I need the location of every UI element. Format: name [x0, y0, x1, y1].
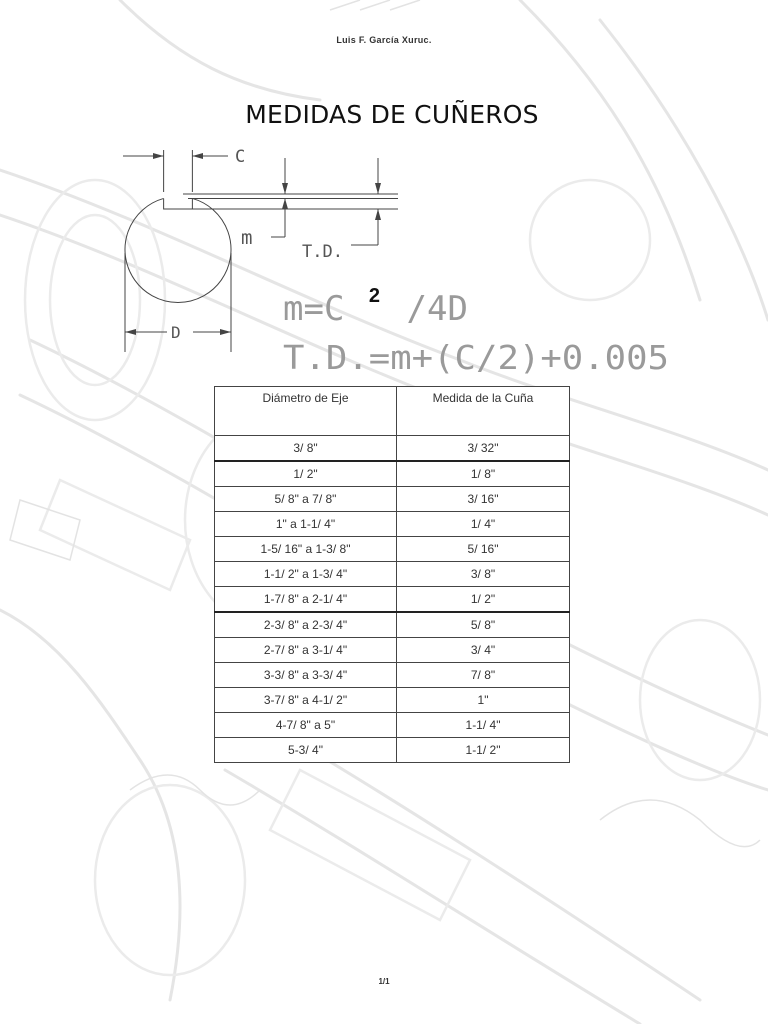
cell-shaft-diameter: 1-7/ 8" a 2-1/ 4"	[215, 587, 397, 613]
formula-m-lead: m=C	[283, 289, 345, 329]
table-row	[215, 587, 570, 613]
cell-key-size: 1/ 8"	[397, 461, 570, 487]
m-arrowhead-top	[282, 183, 288, 194]
formula-m	[283, 271, 468, 329]
table-row	[215, 738, 570, 763]
cell-key-size: 5/ 16"	[397, 537, 570, 562]
label-m: m	[241, 227, 253, 249]
c-arrowhead-left	[153, 153, 164, 159]
td-arrowhead-bottom	[375, 209, 381, 220]
table-row	[215, 638, 570, 663]
table-header-row	[215, 387, 570, 436]
m-arrowhead-bottom	[282, 198, 288, 209]
header-shaft-diameter: Diámetro de Eje	[215, 387, 397, 436]
cell-key-size: 1"	[397, 688, 570, 713]
cell-shaft-diameter: 3-7/ 8" a 4-1/ 2"	[215, 688, 397, 713]
table-row	[215, 537, 570, 562]
table-row	[215, 612, 570, 638]
table-row	[215, 713, 570, 738]
cell-shaft-diameter: 1-5/ 16" a 1-3/ 8"	[215, 537, 397, 562]
table-row	[215, 663, 570, 688]
table-row	[215, 562, 570, 587]
keyway-slot	[164, 198, 193, 209]
c-arrowhead-right	[192, 153, 203, 159]
label-d: D	[171, 323, 181, 342]
formula-m-exponent: 2	[368, 285, 381, 307]
table-row	[215, 512, 570, 537]
label-c: C	[235, 147, 246, 167]
cell-key-size: 1-1/ 4"	[397, 713, 570, 738]
keyway-size-table	[214, 386, 570, 763]
author-line: Luis F. García Xuruc.	[336, 35, 432, 45]
cell-shaft-diameter: 1-1/ 2" a 1-3/ 4"	[215, 562, 397, 587]
formula-td: T.D.=m+(C/2)+0.005	[283, 338, 669, 377]
cell-shaft-diameter: 1/ 2"	[215, 461, 397, 487]
cell-shaft-diameter: 5-3/ 4"	[215, 738, 397, 763]
cell-key-size: 7/ 8"	[397, 663, 570, 688]
cell-key-size: 3/ 16"	[397, 487, 570, 512]
table-row	[215, 461, 570, 487]
cell-key-size: 3/ 4"	[397, 638, 570, 663]
cell-shaft-diameter: 4-7/ 8" a 5"	[215, 713, 397, 738]
cell-key-size: 1/ 2"	[397, 587, 570, 613]
cell-shaft-diameter: 3/ 8"	[215, 436, 397, 462]
d-arrowhead-left	[125, 329, 136, 335]
cell-key-size: 3/ 8"	[397, 562, 570, 587]
label-td: T.D.	[302, 242, 343, 262]
cell-shaft-diameter: 1" a 1-1/ 4"	[215, 512, 397, 537]
cell-key-size: 1-1/ 2"	[397, 738, 570, 763]
cell-shaft-diameter: 3-3/ 8" a 3-3/ 4"	[215, 663, 397, 688]
shaft-outline	[125, 198, 231, 302]
keyway-diagram	[115, 140, 675, 380]
cell-key-size: 1/ 4"	[397, 512, 570, 537]
td-arrowhead-top	[375, 183, 381, 194]
cell-key-size: 5/ 8"	[397, 612, 570, 638]
page-number: 1/1	[378, 977, 390, 986]
table-row	[215, 436, 570, 462]
cell-key-size: 3/ 32"	[397, 436, 570, 462]
table-row	[215, 688, 570, 713]
page-title: MEDIDAS DE CUÑEROS	[245, 100, 539, 129]
header-key-size: Medida de la Cuña	[397, 387, 570, 436]
cell-shaft-diameter: 2-7/ 8" a 3-1/ 4"	[215, 638, 397, 663]
d-arrowhead-right	[220, 329, 231, 335]
formula-m-tail: /4D	[406, 289, 468, 329]
cell-shaft-diameter: 5/ 8" a 7/ 8"	[215, 487, 397, 512]
table-row	[215, 487, 570, 512]
cell-shaft-diameter: 2-3/ 8" a 2-3/ 4"	[215, 612, 397, 638]
